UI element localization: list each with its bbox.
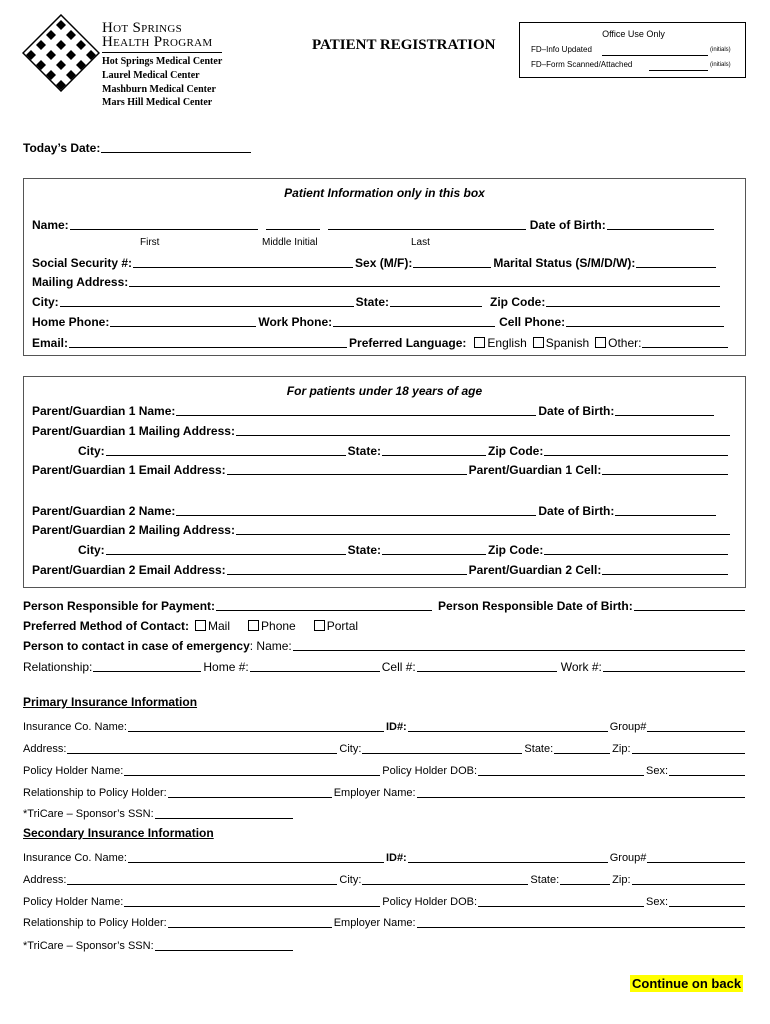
work-label: Work #: — [560, 660, 602, 674]
emergency-name-label: : Name: — [249, 639, 292, 653]
marital-label: Marital Status (S/M/D/W): — [493, 256, 636, 270]
g2-name-row — [32, 503, 718, 519]
g2-state-label: State: — [347, 543, 382, 557]
g2-city-field[interactable] — [106, 554, 346, 555]
english-checkbox[interactable] — [474, 337, 485, 348]
form-title: PATIENT REGISTRATION — [312, 37, 496, 53]
p-group-label: Group# — [609, 721, 647, 733]
name-label: Name: — [32, 218, 69, 232]
p-relationship-label: Relationship to Policy Holder: — [23, 787, 167, 799]
logo — [22, 14, 100, 92]
g2-email-field[interactable] — [227, 574, 467, 575]
s-zip-field[interactable] — [632, 884, 745, 885]
responsible-dob-field[interactable] — [634, 610, 745, 611]
todays-date-label: Today’s Date: — [23, 141, 101, 155]
office-use-initials-2: (initials) — [710, 62, 731, 68]
g1-city-row — [78, 443, 730, 459]
s-holder-field[interactable] — [124, 906, 380, 907]
p-employer-field[interactable] — [417, 797, 745, 798]
s-holder-dob-field[interactable] — [478, 906, 644, 907]
s-holder-row — [23, 894, 747, 910]
s-city-label: City: — [339, 874, 362, 886]
p-address-field[interactable] — [67, 753, 337, 754]
s-state-label: State: — [530, 874, 560, 886]
middle-initial-field[interactable] — [266, 229, 320, 230]
p-id-label: ID#: — [385, 721, 407, 733]
p-holder-dob-field[interactable] — [478, 775, 644, 776]
last-name-field[interactable] — [328, 229, 526, 230]
g1-cell-field[interactable] — [602, 474, 728, 475]
g1-name-row — [32, 403, 716, 419]
continue-on-back-note: Continue on back — [632, 976, 742, 991]
g2-name-label: Parent/Guardian 2 Name: — [32, 504, 176, 518]
mailing-field[interactable] — [129, 286, 720, 287]
emergency-label: Person to contact in case of emergency — [23, 639, 250, 653]
p-sex-field[interactable] — [669, 775, 745, 776]
contact-method-row — [23, 618, 423, 634]
ssn-row — [32, 255, 718, 271]
cell-phone-field[interactable] — [566, 326, 724, 327]
portal-label: Portal — [326, 619, 359, 633]
other-lang-label: Other: — [608, 336, 642, 350]
emergency-row — [23, 638, 747, 654]
zip-field[interactable] — [546, 306, 720, 307]
p-tricare-row — [23, 806, 295, 822]
guardian-box-title: For patients under 18 years of age — [286, 384, 483, 398]
p-relationship-row — [23, 785, 747, 801]
p-state-field[interactable] — [554, 753, 610, 754]
work-phone-label: Work Phone: — [258, 315, 333, 329]
cell-field[interactable] — [417, 671, 557, 672]
s-id-label: ID#: — [385, 852, 407, 864]
logo-diamond-icon — [22, 14, 100, 92]
state-field[interactable] — [390, 306, 482, 307]
relationship-field[interactable] — [93, 671, 201, 672]
p-employer-label: Employer Name: — [333, 787, 416, 799]
spanish-label: Spanish — [545, 336, 590, 350]
responsible-dob-label: Person Responsible Date of Birth: — [438, 599, 633, 613]
p-address-label: Address: — [23, 743, 67, 755]
g2-state-field[interactable] — [382, 554, 486, 555]
middle-label: Middle Initial — [262, 237, 318, 248]
center-1: Hot Springs Medical Center — [102, 56, 223, 67]
p-holder-dob-label: Policy Holder DOB: — [382, 765, 478, 777]
s-holder-dob-label: Policy Holder DOB: — [382, 896, 478, 908]
office-use-title: Office Use Only — [602, 29, 665, 39]
g1-name-label: Parent/Guardian 1 Name: — [32, 404, 176, 418]
home-field[interactable] — [250, 671, 380, 672]
s-city-field[interactable] — [362, 884, 528, 885]
g1-mailing-label: Parent/Guardian 1 Mailing Address: — [32, 424, 235, 438]
mailing-row — [32, 274, 722, 290]
s-address-field[interactable] — [67, 884, 337, 885]
p-zip-field[interactable] — [632, 753, 745, 754]
city-label: City: — [32, 295, 59, 309]
todays-date-row — [23, 140, 253, 156]
p-holder-label: Policy Holder Name: — [23, 765, 124, 777]
g1-email-row — [32, 462, 730, 478]
g2-city-label: City: — [78, 543, 105, 557]
g2-dob-label: Date of Birth: — [538, 504, 615, 518]
phone-row — [32, 314, 726, 330]
pref-lang-label: Preferred Language: — [349, 336, 467, 350]
org-name-divider — [102, 52, 222, 53]
marital-field[interactable] — [636, 267, 716, 268]
ssn-field[interactable] — [133, 267, 353, 268]
portal-checkbox[interactable] — [314, 620, 325, 631]
g1-email-label: Parent/Guardian 1 Email Address: — [32, 463, 226, 477]
s-sex-field[interactable] — [669, 906, 745, 907]
s-employer-label: Employer Name: — [333, 917, 416, 929]
org-name-line2: Health Program — [102, 34, 213, 50]
s-group-field[interactable] — [647, 862, 745, 863]
dob-label: Date of Birth: — [529, 218, 606, 232]
cell-phone-label: Cell Phone: — [499, 315, 566, 329]
p-address-row — [23, 741, 747, 757]
responsible-field[interactable] — [216, 610, 432, 611]
p-state-label: State: — [524, 743, 554, 755]
p-city-field[interactable] — [362, 753, 522, 754]
s-address-row — [23, 872, 747, 888]
g2-cell-field[interactable] — [602, 574, 728, 575]
sex-field[interactable] — [413, 267, 491, 268]
g2-cell-label: Parent/Guardian 2 Cell: — [468, 563, 602, 577]
secondary-ins-heading: Secondary Insurance Information — [23, 826, 214, 840]
p-holder-row — [23, 763, 747, 779]
s-sex-label: Sex: — [646, 896, 669, 908]
center-4: Mars Hill Medical Center — [102, 97, 213, 108]
todays-date-field[interactable] — [101, 152, 251, 153]
city-field[interactable] — [60, 306, 354, 307]
g2-zip-field[interactable] — [544, 554, 728, 555]
p-holder-field[interactable] — [124, 775, 380, 776]
g2-mailing-row — [32, 522, 732, 538]
office-use-row2: FD–Form Scanned/Attached — [531, 60, 633, 69]
g1-email-field[interactable] — [227, 474, 467, 475]
org-name-line1: Hot Springs — [102, 20, 183, 36]
s-relationship-label: Relationship to Policy Holder: — [23, 917, 167, 929]
sex-label: Sex (M/F): — [355, 256, 413, 270]
emergency-phones-row — [23, 659, 747, 675]
g1-mailing-row — [32, 423, 732, 439]
g1-city-field[interactable] — [106, 455, 346, 456]
mailing-label: Mailing Address: — [32, 275, 129, 289]
email-row — [32, 335, 730, 351]
email-field[interactable] — [69, 347, 347, 348]
g1-zip-field[interactable] — [544, 455, 728, 456]
other-lang-checkbox[interactable] — [595, 337, 606, 348]
g1-dob-field[interactable] — [615, 415, 714, 416]
p-group-field[interactable] — [647, 731, 745, 732]
s-address-label: Address: — [23, 874, 67, 886]
last-label: Last — [411, 237, 430, 248]
s-co-field[interactable] — [128, 862, 384, 863]
office-use-initials-1: (initials) — [710, 47, 731, 53]
payment-row — [23, 598, 747, 614]
zip-label: Zip Code: — [490, 295, 546, 309]
work-phone-field[interactable] — [333, 326, 495, 327]
s-id-field[interactable] — [408, 862, 608, 863]
spanish-checkbox[interactable] — [533, 337, 544, 348]
s-tricare-field[interactable] — [155, 950, 293, 951]
responsible-label: Person Responsible for Payment: — [23, 599, 216, 613]
dob-field[interactable] — [607, 229, 714, 230]
relationship-label: Relationship: — [23, 660, 93, 674]
p-sex-label: Sex: — [646, 765, 669, 777]
s-co-row — [23, 850, 747, 866]
s-co-label: Insurance Co. Name: — [23, 852, 127, 864]
patient-box-title: Patient Information only in this box — [284, 186, 485, 200]
first-name-field[interactable] — [70, 229, 258, 230]
email-label: Email: — [32, 336, 69, 350]
g2-dob-field[interactable] — [615, 515, 716, 516]
p-relationship-field[interactable] — [168, 797, 332, 798]
g1-dob-label: Date of Birth: — [538, 404, 615, 418]
primary-ins-heading: Primary Insurance Information — [23, 695, 198, 709]
g2-zip-label: Zip Code: — [488, 543, 544, 557]
s-tricare-label: *TriCare – Sponsor’s SSN: — [23, 940, 154, 952]
home-phone-field[interactable] — [110, 326, 256, 327]
p-tricare-field[interactable] — [155, 818, 293, 819]
office-use-row1: FD–Info Updated — [531, 45, 592, 54]
mail-checkbox[interactable] — [195, 620, 206, 631]
center-3: Mashburn Medical Center — [102, 84, 216, 95]
first-label: First — [140, 237, 160, 248]
home-label: Home #: — [203, 660, 249, 674]
state-label: State: — [355, 295, 390, 309]
work-field[interactable] — [603, 671, 745, 672]
g2-mailing-label: Parent/Guardian 2 Mailing Address: — [32, 523, 235, 537]
p-zip-label: Zip: — [612, 743, 631, 755]
g2-mailing-field[interactable] — [236, 534, 730, 535]
cell-label: Cell #: — [381, 660, 416, 674]
s-group-label: Group# — [609, 852, 647, 864]
p-city-label: City: — [339, 743, 362, 755]
ssn-label: Social Security #: — [32, 256, 133, 270]
g1-state-field[interactable] — [382, 455, 486, 456]
patient-name-row — [32, 217, 716, 233]
g1-zip-label: Zip Code: — [488, 444, 544, 458]
p-co-field[interactable] — [128, 731, 384, 732]
s-zip-label: Zip: — [612, 874, 631, 886]
g1-city-label: City: — [78, 444, 105, 458]
center-2: Laurel Medical Center — [102, 70, 200, 81]
s-employer-field[interactable] — [417, 927, 745, 928]
g1-cell-label: Parent/Guardian 1 Cell: — [468, 463, 602, 477]
phone-checkbox[interactable] — [248, 620, 259, 631]
emergency-name-field[interactable] — [293, 650, 745, 651]
g2-city-row — [78, 542, 730, 558]
g2-name-field[interactable] — [176, 515, 536, 516]
g2-email-label: Parent/Guardian 2 Email Address: — [32, 563, 226, 577]
g1-state-label: State: — [347, 444, 382, 458]
g1-name-field[interactable] — [176, 415, 536, 416]
s-holder-label: Policy Holder Name: — [23, 896, 124, 908]
office-use-box — [519, 22, 746, 78]
s-tricare-row — [23, 938, 295, 954]
s-relationship-row — [23, 915, 747, 931]
p-co-label: Insurance Co. Name: — [23, 721, 127, 733]
phone-label: Phone — [261, 619, 296, 633]
p-co-row — [23, 719, 747, 735]
s-relationship-field[interactable] — [168, 927, 332, 928]
mail-label: Mail — [208, 619, 231, 633]
english-label: English — [487, 336, 527, 350]
home-phone-label: Home Phone: — [32, 315, 110, 329]
g1-mailing-field[interactable] — [236, 435, 730, 436]
p-tricare-label: *TriCare – Sponsor’s SSN: — [23, 808, 154, 820]
s-state-field[interactable] — [560, 884, 610, 885]
city-row — [32, 294, 722, 310]
g2-email-row — [32, 562, 730, 578]
contact-method-label: Preferred Method of Contact: — [23, 619, 190, 633]
p-id-field[interactable] — [408, 731, 608, 732]
other-lang-field[interactable] — [642, 347, 728, 348]
